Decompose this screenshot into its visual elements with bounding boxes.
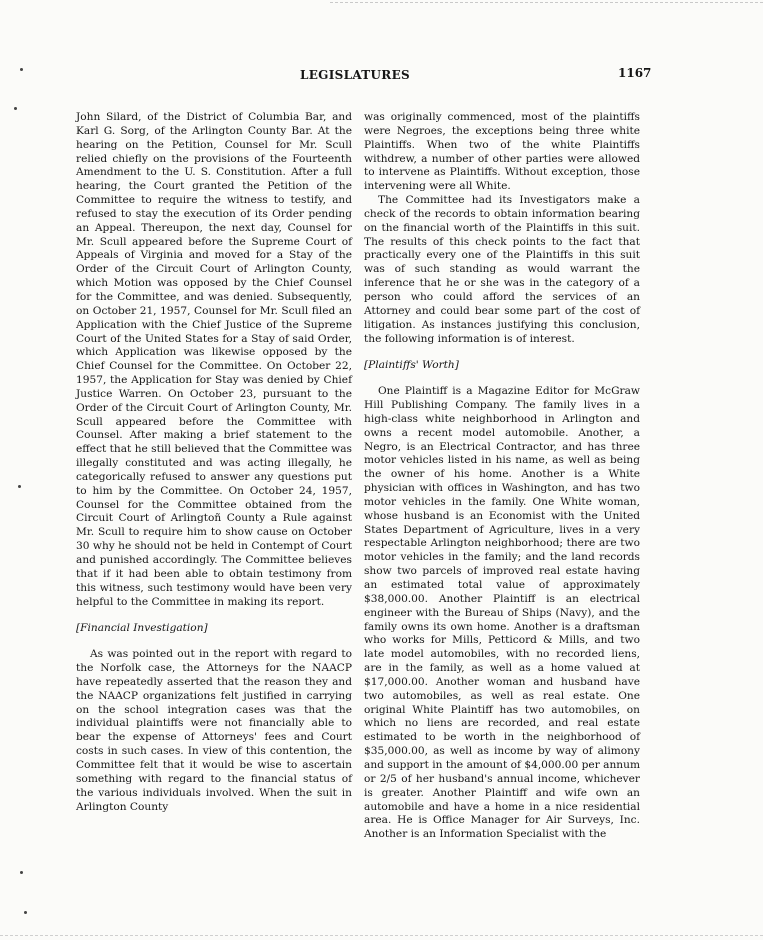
scan-speck [18,485,21,488]
left-paragraph-2: As was pointed out in the report with regard to the Norfolk case, the Attorneys for the NAACP have repeatedly asserted that the reason they and the NAACP organizations felt justified in carrying on the school integration cases was that the individual plaintiffs were not financially able to bear the expense of Attorneys' fees and Court costs in such cases. In view of this contention, the Committee felt that it would be wise to ascertain something with regard to the financial status of the various individuals involved. When the suit in Arlington County [76,648,352,813]
right-paragraph-3: One Plaintiff is a Magazine Editor for McGraw Hill Publishing Company. The family lives in a high-class white neighborhood in Arlington and owns a recent model automobile. Another, a Negro, is an Electrical Contractor, and has three motor vehicles listed in his name, as well as being the owner of his home. Another is a White physician with offices in Washington, and has two motor vehicles in the family. One White woman, whose husband is an Economist with the United States Department of Agriculture, lives in a very respectable Arlington neighborhood; there are two motor vehicles in the family; and the land records show two parcels of improved real estate having an estimated total value of approximately $38,000.00. Another Plaintiff is an electrical engineer with the Bureau of Ships (Navy), and the family owns its own home. Another is a draftsman who works for Mills, Petticord & Mills, and two late model automobiles, with no recorded liens, are in the family, as well as a home valued at $17,000.00. Another woman and husband have two automobiles, as well as real estate. One original White Plaintiff has two automobiles, on which no liens are recorded, and real estate estimated to be worth in the neighborhood of $35,000.00, as well as income by way of alimony and support in the amount of $4,000.00 per annum or 2/5 of her husband's annual income, whichever is greater. Another Plaintiff and wife own an automobile and have a home in a nice residential area. He is Office Manager for Air Surveys, Inc. Another is an Information Specialist with the [364,385,640,841]
scan-speck [24,911,27,914]
right-paragraph-1: was originally commenced, most of the plaintiffs were Negroes, the exceptions being three white Plaintiffs. When two of the white Plaintiffs withdrew, a number of other parties were allowed to intervene as Plaintiffs. Without exception, those intervening were all White. [364,111,640,193]
left-column [76,111,352,814]
page-number: 1167 [618,66,652,80]
scan-edge-top [330,2,763,3]
right-paragraph-2: The Committee had its Investigators make a check of the records to obtain information bearing on the financial worth of the Plaintiffs in this suit. The results of this check points to the fact that practically every one of the Plaintiffs in this suit was of such standing as would warrant the inference that he or she was in the category of a person who could afford the services of an Attorney and could bear some part of the cost of litigation. As instances justifying this conclusion, the following information is of interest. [364,194,640,345]
left-paragraph-1: John Silard, of the District of Columbia Bar, and Karl G. Sorg, of the Arlington County Bar. At the hearing on the Petition, Counsel for Mr. Scull relied chiefly on the provisions of the Fourteenth Amendment to the U. S. Constitution. After a full hearing, the Court granted the Petition of the Committee to require the witness to testify, and refused to stay the execution of its Order pending an Appeal. Thereupon, the next day, Counsel for Mr. Scull appeared before the Supreme Court of Appeals of Virginia and moved for a Stay of the Order of the Circuit Court of Arlington County, which Motion was opposed by the Chief Counsel for the Committee, and was denied. Subsequently, on October 21, 1957, Counsel for Mr. Scull filed an Application with the Chief Justice of the Supreme Court of the United States for a Stay of said Order, which Application was likewise opposed by the Chief Counsel for the Committee. On October 22, 1957, the Application for Stay was denied by Chief Justice Warren. On October 23, pursuant to the Order of the Circuit Court of Arlington County, Mr. Scull appeared before the Committee with Counsel. After making a brief statement to the effect that he still believed that the Committee was illegally constituted and was acting illegally, he categorically refused to answer any questions put to him by the Committee. On October 24, 1957, Counsel for the Committee obtained from the Circuit Court of Arlingtoñ County a Rule against Mr. Scull to require him to show cause on October 30 why he should not be held in Contempt of Court and punished accordingly. The Committee believes that if it had been able to obtain testimony from this witness, such testimony would have been very helpful to the Committee in making its report. [76,111,352,608]
scan-edge-bottom [0,935,763,936]
financial-investigation-heading: [Financial Investigation] [76,622,208,635]
plaintiffs-worth-heading: [Plaintiffs' Worth] [364,359,459,372]
scan-speck [14,107,17,110]
running-head: LEGISLATURES [300,68,410,82]
scan-speck [20,871,23,874]
right-column [364,111,640,842]
scan-speck [20,68,23,71]
